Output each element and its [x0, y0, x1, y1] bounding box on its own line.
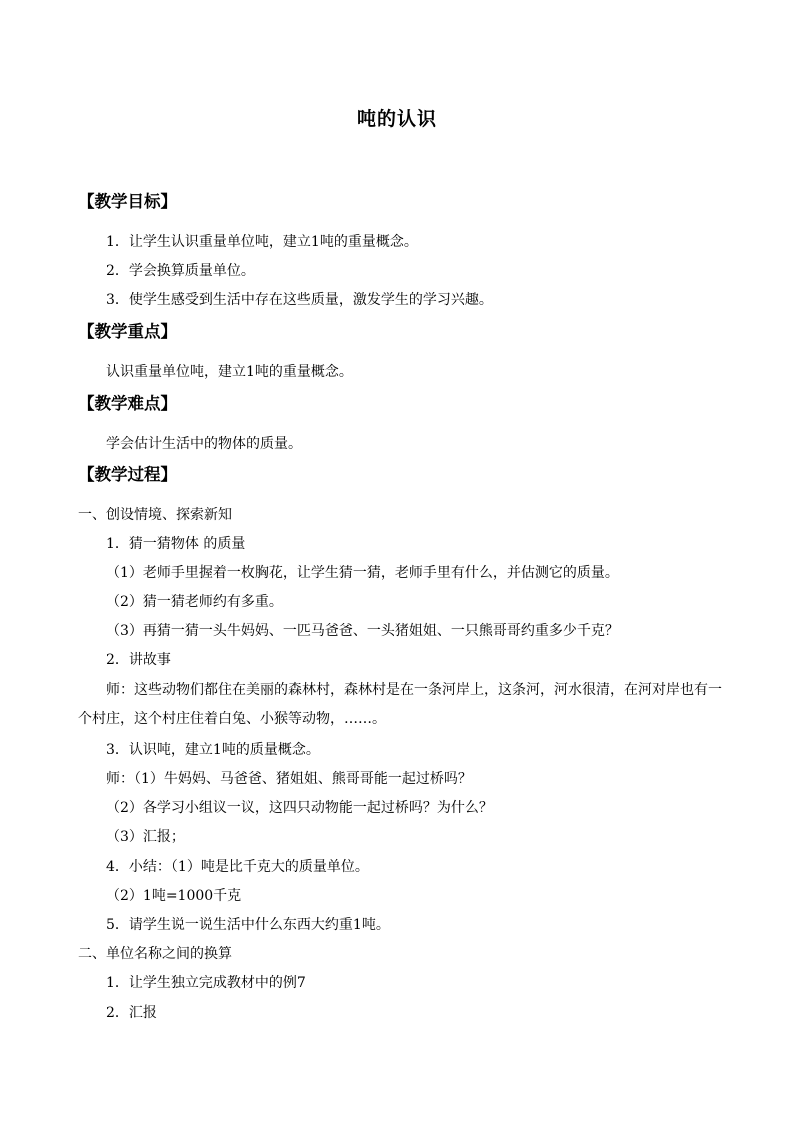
process-step-3-a: 师：（1）牛妈妈、马爸爸、猪姐姐、熊哥哥能一起过桥吗？ [106, 771, 472, 787]
goal-item-2: 2．学会换算质量单位。 [106, 263, 255, 279]
process-step-3-b: （2）各学习小组议一议，这四只动物能一起过桥吗？为什么？ [106, 800, 493, 816]
process-step-4-b: （2）1吨=1000千克 [106, 888, 242, 904]
process-part2-title: 二、单位名称之间的换算 [78, 946, 232, 962]
goal-item-3: 3．使学生感受到生活中存在这些质量，激发学生的学习兴趣。 [106, 292, 493, 308]
process-step-3-c: （3）汇报； [106, 829, 185, 845]
section-heading-difficulties: 【教学难点】 [78, 394, 177, 413]
process-step-1: 1．猜一猜物体 的质量 [106, 536, 246, 552]
process-step-1-c: （3）再猜一猜一头牛妈妈、一匹马爸爸、一头猪姐姐、一只熊哥哥约重多少千克？ [106, 623, 619, 639]
process-part2-step-1: 1．让学生独立完成教材中的例7 [106, 975, 306, 991]
process-step-2: 2．讲故事 [106, 652, 171, 668]
document-title: 吨的认识 [356, 108, 437, 130]
process-part1-title: 一、创设情境、探索新知 [78, 507, 232, 523]
difficulties-text: 学会估计生活中的物体的质量。 [106, 436, 302, 452]
process-step-1-a: （1）老师手里握着一枚胸花，让学生猜一猜，老师手里有什么，并估测它的质量。 [106, 565, 619, 581]
goal-item-1: 1．让学生认识重量单位吨，建立1吨的重量概念。 [106, 234, 418, 250]
story-paragraph: 师：这些动物们都住在美丽的森林村，森林村是在一条河岸上，这条河，河水很清，在河对岸也有一个村庄，这个村庄住着白兔、小猴等动物，……。 [78, 682, 722, 727]
process-step-5: 5．请学生说一说生活中什么东西大约重1吨。 [106, 917, 390, 933]
section-heading-goals: 【教学目标】 [78, 192, 177, 211]
process-step-1-b: （2）猜一猜老师约有多重。 [106, 594, 283, 610]
process-step-4: 4．小结：（1）吨是比千克大的质量单位。 [106, 859, 369, 875]
process-step-3: 3．认识吨，建立1吨的质量概念。 [106, 742, 320, 758]
section-heading-process: 【教学过程】 [78, 465, 177, 484]
key-points-text: 认识重量单位吨，建立1吨的重量概念。 [106, 364, 353, 380]
section-heading-key-points: 【教学重点】 [78, 322, 177, 341]
process-part2-step-2: 2．汇报 [106, 1005, 157, 1021]
